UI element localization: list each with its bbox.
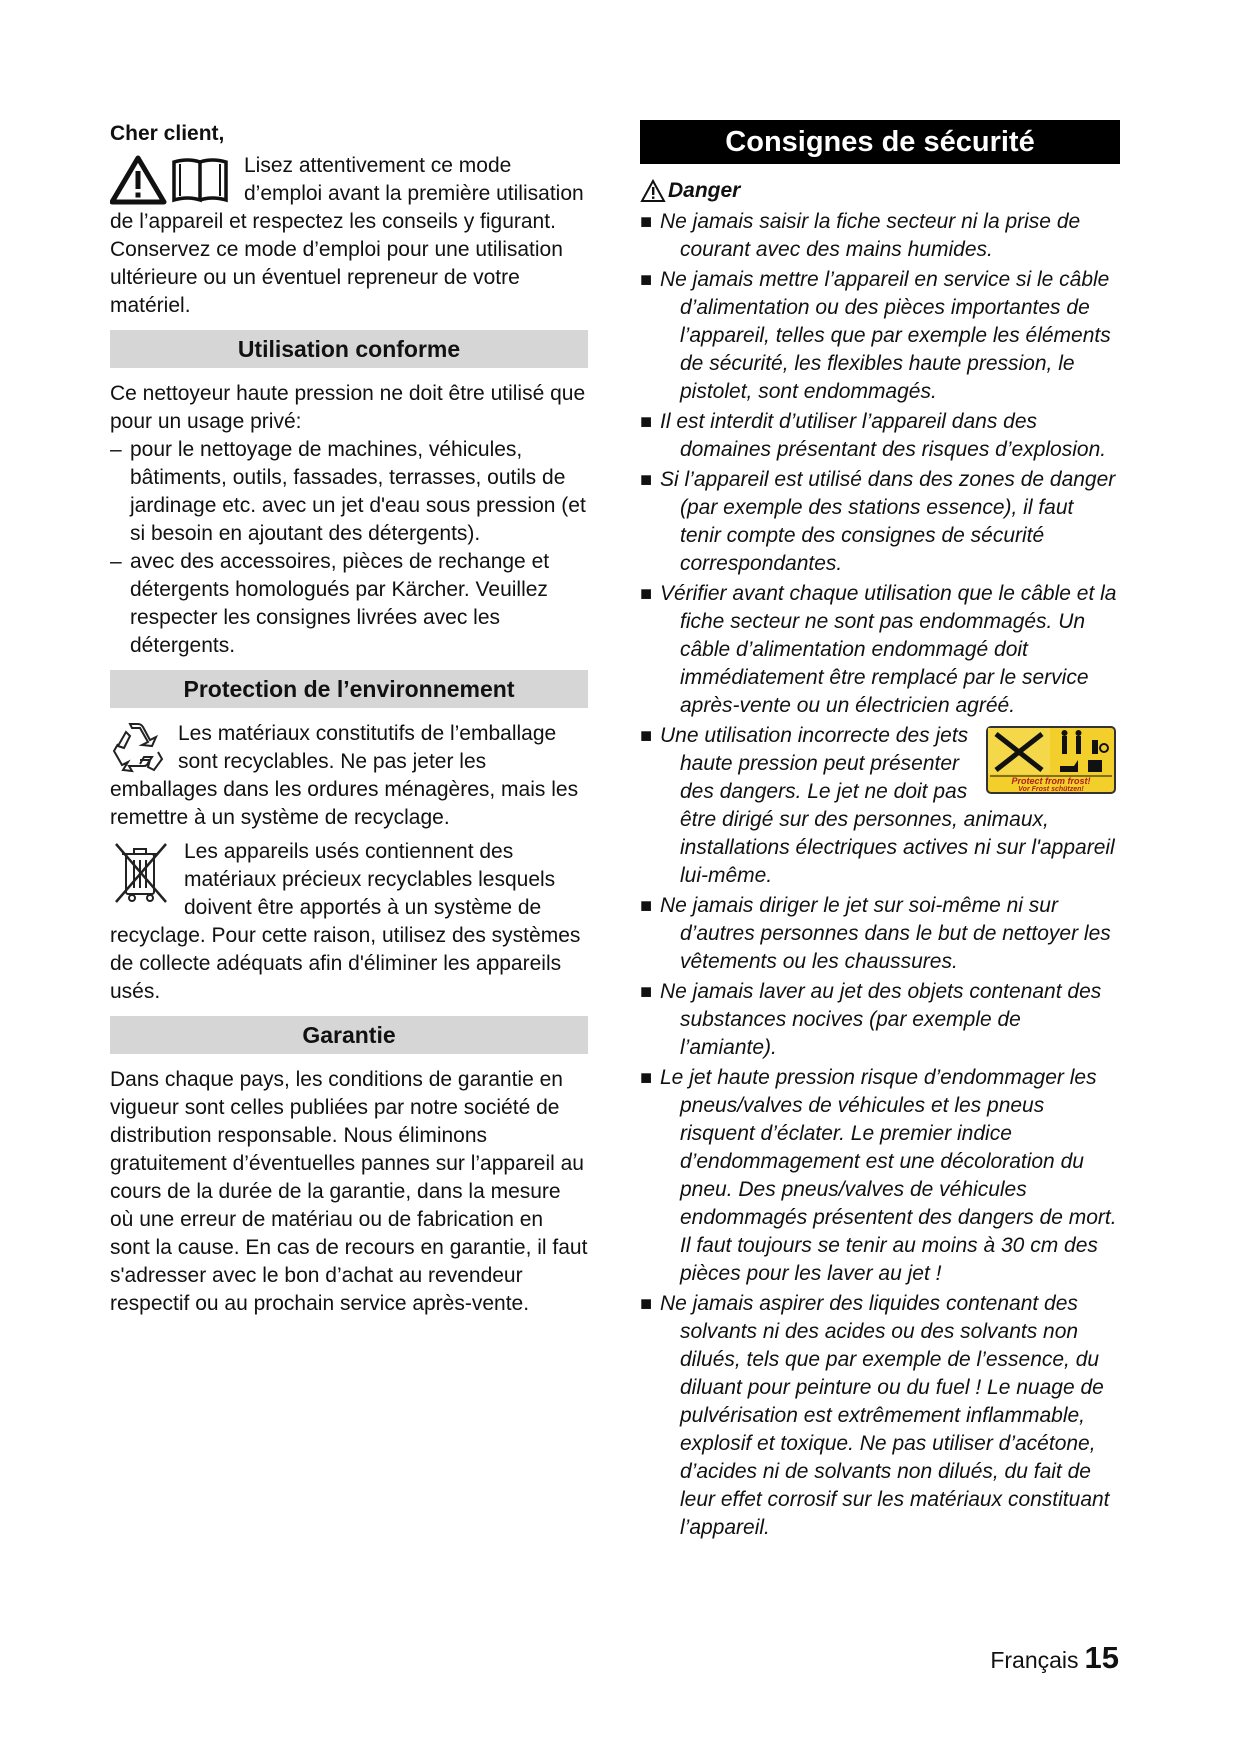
bullet-square: ■	[640, 583, 653, 605]
list-item	[110, 548, 588, 660]
safety-item-text: Ne jamais laver au jet des objets contenant des substances nocives (par exemple de l’amiante).	[660, 980, 1102, 1059]
safety-item	[640, 978, 1120, 1062]
heading-securite: Consignes de sécurité	[640, 120, 1120, 164]
intro-text: Lisez attentivement ce mode d’emploi avant la première utilisation de l’appareil et respectez les conseils y figurant. Conservez ce mode d’emploi pour une utilisation ultérieure ou un éventuel repreneur de votre matériel.	[110, 154, 584, 317]
frost-warning-label-icon	[986, 726, 1116, 794]
heading-environnement: Protection de l’environnement	[110, 670, 588, 708]
warning-manual-icon	[110, 154, 232, 206]
crossed-bin-icon	[110, 840, 172, 906]
weee-text: Les appareils usés contiennent des matériaux précieux recyclables lesquels doivent être apportés à un système de recyclage. Pour cette raison, utilisez des systèmes de collecte adéquats afin d'éliminer les appareils usés.	[110, 840, 581, 1003]
bullet-square: ■	[640, 469, 653, 491]
bullet-square: ■	[640, 1067, 653, 1089]
bullet-square: ■	[640, 269, 653, 291]
bullet-square: ■	[640, 211, 653, 233]
heading-utilisation: Utilisation conforme	[110, 330, 588, 368]
footer-language: Français	[990, 1647, 1079, 1673]
list-item	[110, 436, 588, 548]
bullet-square: ■	[640, 411, 653, 433]
safety-item-text: Vérifier avant chaque utilisation que le câble et la fiche secteur ne sont pas endommagés. Un câble d’alimentation endommagé doit immédiatement être remplacé par le service après-vente ou un électricien agréé.	[660, 582, 1117, 717]
recycle-text: Les matériaux constitutifs de l’emballage sont recyclables. Ne pas jeter les emballages dans les ordures ménagères, mais les remettre à un système de recyclage.	[110, 722, 579, 829]
safety-item	[640, 266, 1120, 406]
safety-item-text: Ne jamais diriger le jet sur soi-même ni sur d’autres personnes dans le but de nettoyer les vêtements ou les chaussures.	[660, 894, 1111, 973]
safety-item	[640, 892, 1120, 976]
safety-item	[640, 408, 1120, 464]
weee-block	[110, 838, 588, 1006]
bullet-square: ■	[640, 1293, 653, 1315]
dash-marker: –	[110, 550, 122, 573]
intro-block	[110, 152, 588, 320]
recycle-block	[110, 720, 588, 832]
frost-label-en: Protect from frost!	[1011, 776, 1091, 786]
safety-item-text: Le jet haute pression risque d’endommager les pneus/valves de véhicules et les pneus risquent d’éclater. Le premier indice d’endommagement est une décoloration du pneu. Des pneus/valves de véhicules endommagés présentent des dangers de mort. Il faut toujours se tenir au moins à 30 cm des pièces pour les laver au jet !	[660, 1066, 1117, 1285]
safety-item	[640, 722, 1120, 890]
frost-label-de: Vor Frost schützen!	[1018, 786, 1084, 793]
list-item-text: pour le nettoyage de machines, véhicules, bâtiments, outils, fassades, terrasses, outils de jardinage etc. avec un jet d'eau sous pression (et si besoin en ajoutant des détergents).	[130, 438, 586, 545]
bullet-square: ■	[640, 895, 653, 917]
safety-item-with-figure	[660, 722, 1120, 890]
garantie-text: Dans chaque pays, les conditions de garantie en vigueur sont celles publiées par notre société de distribution responsable. Nous éliminons gratuitement d’éventuelles pannes sur l’appareil au cours de la durée de la garantie, dans la mesure où une erreur de matériau ou de fabrication en sont la cause. En cas de recours en garantie, il faut s'adresser avec le bon d’achat au revendeur respectif ou au prochain service après-vente.	[110, 1068, 588, 1315]
safety-item-text: Ne jamais aspirer des liquides contenant des solvants ni des acides ou des solvants non dilués, tels que par exemple de l’essence, du diluant pour peinture ou du fuel ! Le nuage de pulvérisation est extrêmement inflammable, explosif et toxique. Ne pas utiliser d’acétone, d’acides ni de solvants non dilués, du fait de leur effet corrosif sur les matériaux constituant l’appareil.	[660, 1292, 1110, 1539]
safety-item-text: Une utilisation incorrecte des jets haute pression peut présenter des dangers. Le jet ne doit pas être dirigé sur des personnes, animaux, installations électriques actives ni sur l'appareil lui-même.	[660, 724, 1115, 887]
safety-item-text: Ne jamais mettre l’appareil en service si le câble d’alimentation ou des pièces importantes de l’appareil, telles que par exemple les éléments de sécurité, les flexibles haute pression, le pistolet, sont endommagés.	[660, 268, 1111, 403]
safety-item-text: Ne jamais saisir la fiche secteur ni la prise de courant avec des mains humides.	[660, 210, 1081, 261]
page-footer	[990, 1640, 1119, 1676]
greeting: Cher client,	[110, 122, 225, 145]
bullet-square: ■	[640, 981, 653, 1003]
safety-item	[640, 580, 1120, 720]
utilisation-intro: Ce nettoyeur haute pression ne doit être utilisé que pour un usage privé:	[110, 382, 586, 433]
safety-item-text: Il est interdit d’utiliser l’appareil dans des domaines présentant des risques d’explosion.	[660, 410, 1107, 461]
left-column	[110, 120, 588, 1318]
warning-icon	[640, 179, 666, 203]
danger-label	[640, 176, 1120, 206]
right-column	[640, 120, 1120, 1544]
safety-item	[640, 208, 1120, 264]
danger-text: Danger	[668, 179, 741, 202]
safety-item	[640, 1064, 1120, 1288]
dash-marker: –	[110, 438, 122, 461]
safety-item	[640, 1290, 1120, 1542]
heading-garantie: Garantie	[110, 1016, 588, 1054]
safety-item-text: Si l’appareil est utilisé dans des zones de danger (par exemple des stations essence), il faut tenir compte des consignes de sécurité correspondantes.	[660, 468, 1116, 575]
list-item-text: avec des accessoires, pièces de rechange et détergents homologués par Kärcher. Veuillez respecter les consignes livrées avec les détergents.	[130, 550, 550, 657]
recycle-icon	[110, 722, 166, 774]
bullet-square: ■	[640, 725, 653, 747]
safety-item	[640, 466, 1120, 578]
page-number: 15	[1084, 1640, 1119, 1675]
